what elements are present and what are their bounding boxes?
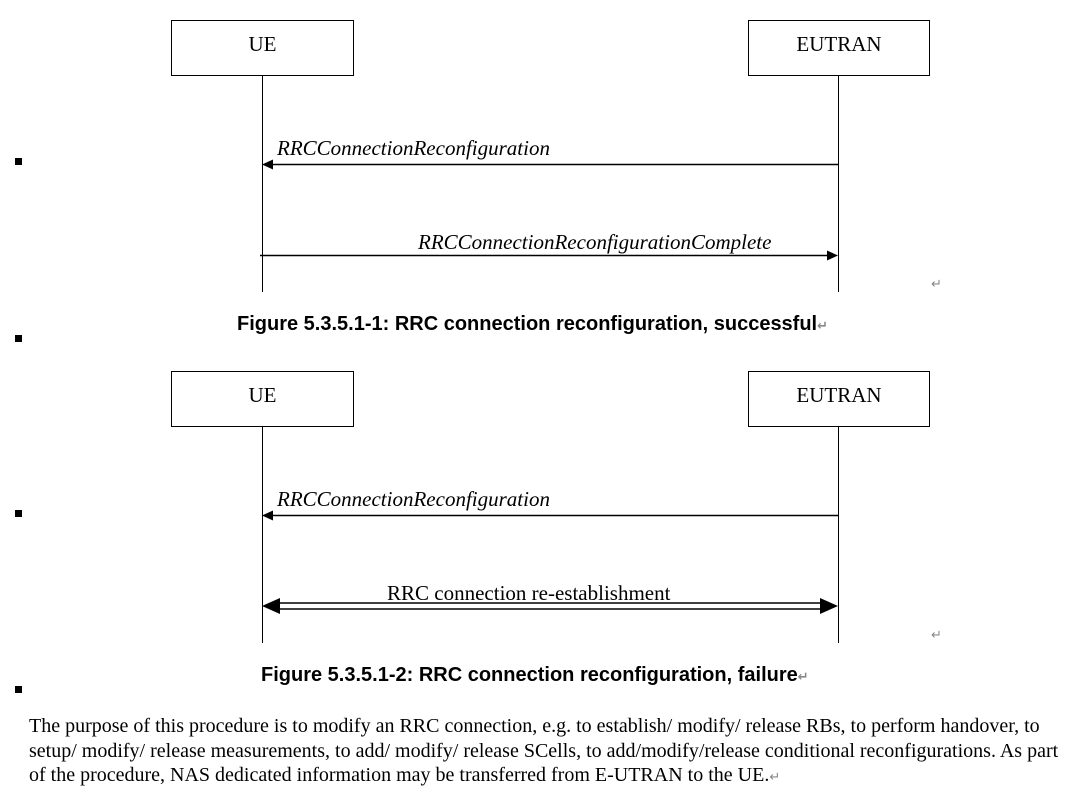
body-paragraph: [29, 714, 1069, 791]
eutran-entity-box: EUTRAN: [748, 20, 930, 76]
message-label: RRCConnectionReconfiguration: [277, 487, 550, 511]
message-label: RRCConnectionReconfiguration: [277, 136, 550, 160]
arrow-head-left: [262, 160, 273, 170]
arrow-head-left: [262, 598, 280, 614]
message-label: RRCConnectionReconfigurationComplete: [418, 230, 772, 254]
arrow-head-left: [262, 511, 273, 521]
message-label: RRC connection re-establishment: [387, 581, 671, 605]
caption-text: Figure 5.3.5.1-2: RRC connection reconfiguration, failure: [261, 664, 798, 686]
caption-text: Figure 5.3.5.1-1: RRC connection reconfiguration, successful: [237, 313, 818, 335]
body-text: The purpose of this procedure is to modify an RRC connection, e.g. to establish/ modify/ release RBs, to perform handover, to setup/ modify/ release measurements, to add/ modify/ release SCells, to add/modify/release conditional reconfigurations. As part of the procedure, NAS dedicated information may be transferred from E-UTRAN to the UE.: [29, 715, 1059, 786]
paragraph-mark: ↵: [769, 770, 781, 785]
paragraph-mark: ↵: [931, 277, 942, 292]
ue-entity-box: UE: [171, 371, 354, 427]
paragraph-mark: ↵: [817, 319, 829, 334]
arrow-head-right: [820, 598, 838, 614]
eutran-entity-box: EUTRAN: [748, 371, 930, 427]
paragraph-mark: ↵: [797, 670, 809, 685]
ue-entity-box: UE: [171, 20, 354, 76]
arrow-head-right: [827, 251, 838, 261]
paragraph-mark: ↵: [931, 628, 942, 643]
